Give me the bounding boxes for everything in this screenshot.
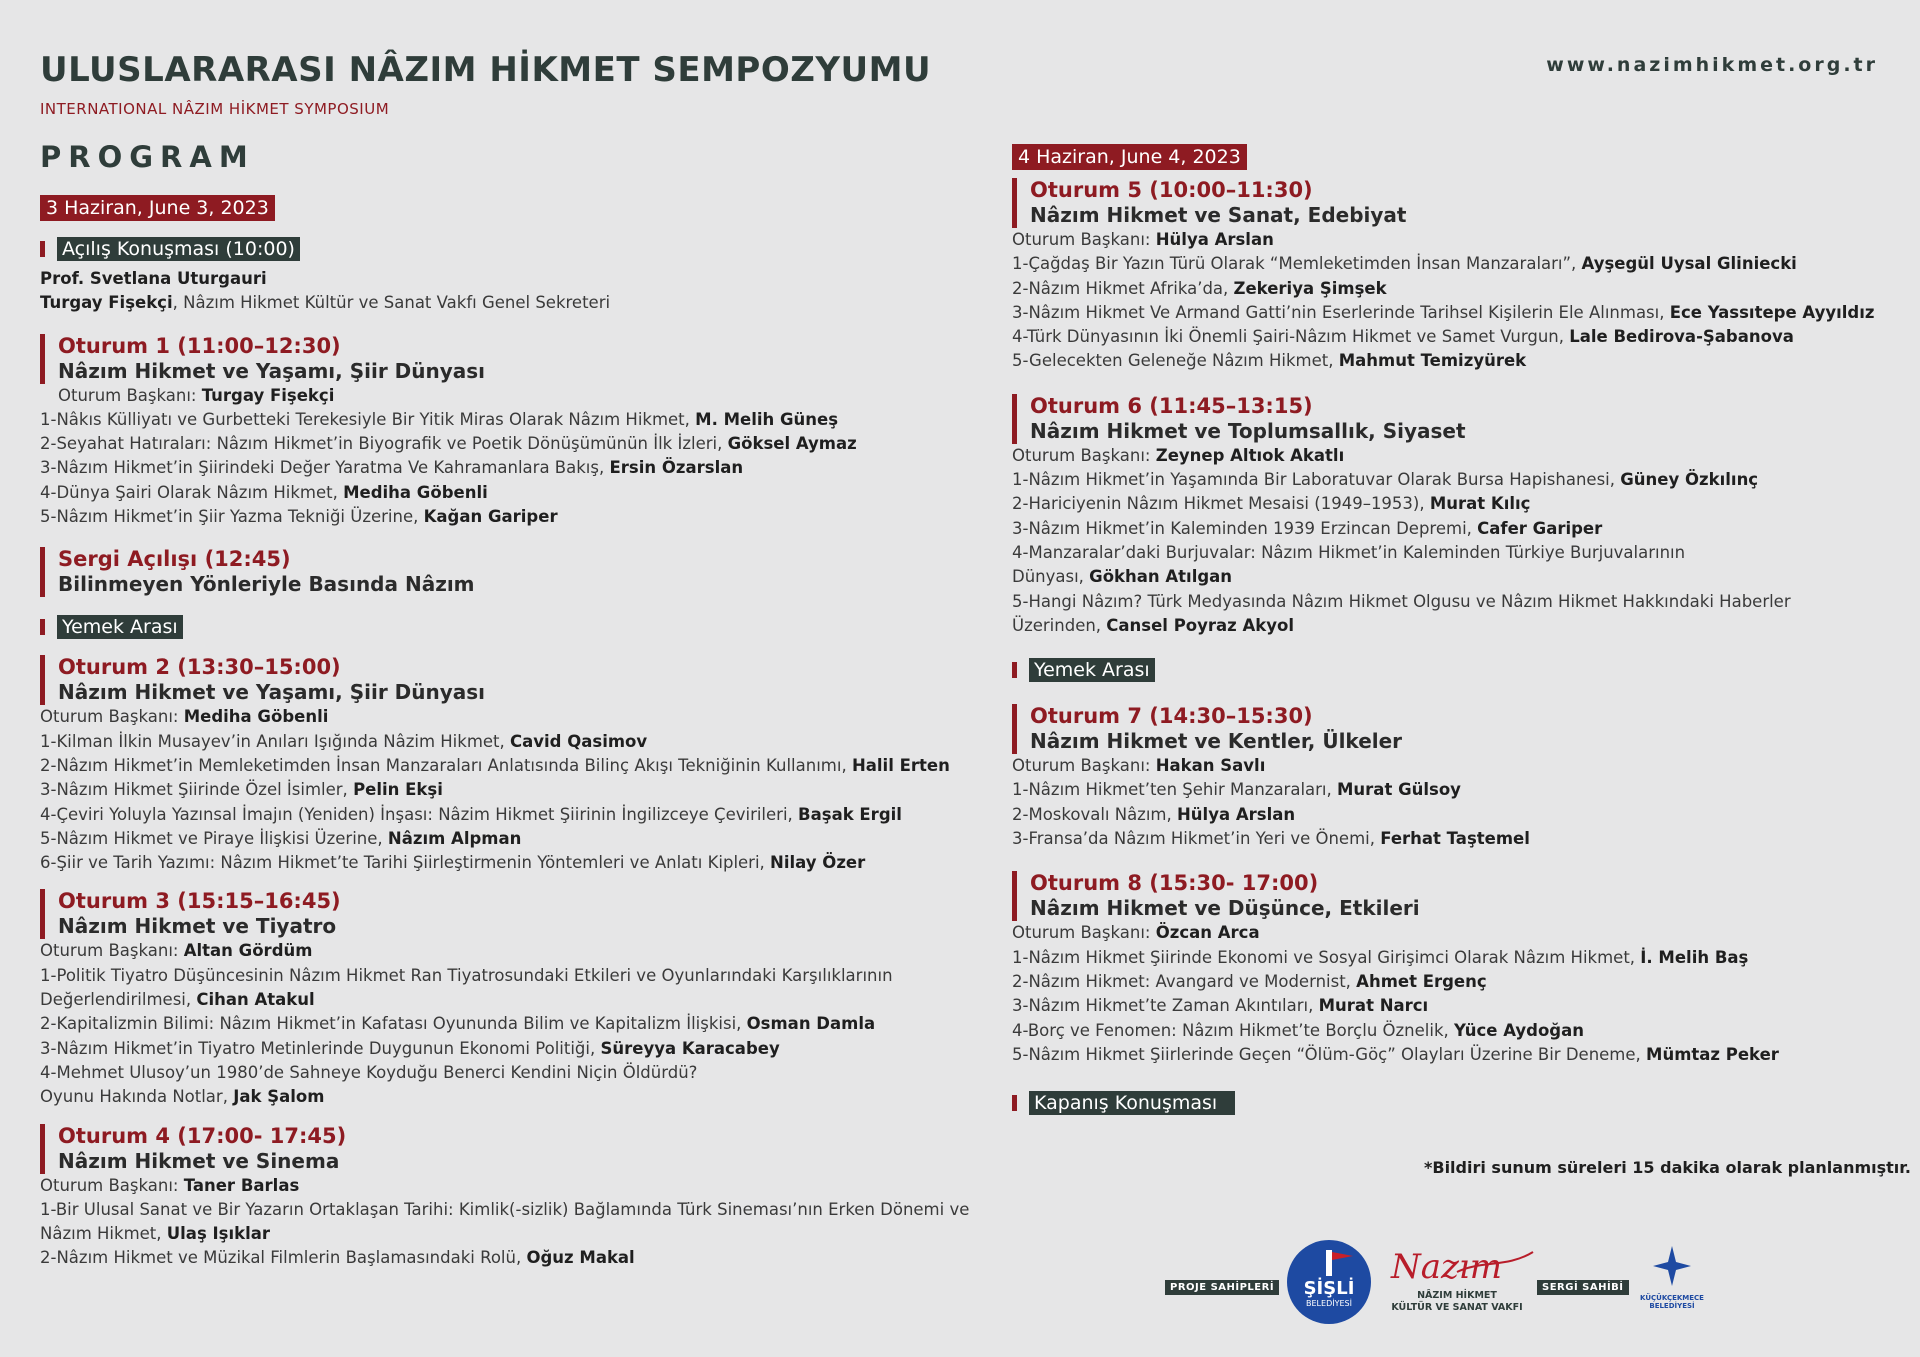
sisli-name: ŞİŞLİ: [1303, 1278, 1355, 1299]
project-owners-label: PROJE SAHİPLERİ: [1165, 1280, 1279, 1295]
paper-item: 2-Hariciyenin Nâzım Hikmet Mesaisi (1949–1953), Murat Kılıç: [1012, 494, 1531, 514]
session-4-header: [40, 1124, 960, 1174]
paper-item: 4-Mehmet Ulusoy’un 1980’de Sahneye Koyduğu Benerci Kendini Niçin Öldürdü?: [40, 1062, 698, 1082]
paper-item: 1-Kilman İlkin Musayev’in Anıları Işığında Nâzim Hikmet, Cavid Qasimov: [40, 731, 648, 751]
session-6-chair: Oturum Başkanı: Zeynep Altıok Akatlı: [1012, 445, 1345, 465]
session-2-chair: Oturum Başkanı: Mediha Göbenli: [40, 707, 329, 727]
paper-item: 5-Hangi Nâzım? Türk Medyasında Nâzım Hikmet Olgusu ve Nâzım Hikmet Hakkındaki Haberler: [1012, 591, 1791, 611]
session-2-subtitle: Nâzım Hikmet ve Yaşamı, Şiir Dünyası: [58, 680, 486, 705]
paper-item: 4-Dünya Şairi Olarak Nâzım Hikmet, Mediha Göbenli: [40, 482, 488, 502]
tower-icon: [1287, 1244, 1371, 1284]
paper-item: 3-Nâzım Hikmet Ve Armand Gatti’nin Eserlerinde Tarihsel Kişilerin Ele Alınması, Ece Yassıtepe Ayyıldız: [1012, 302, 1875, 322]
paper-item: 1-Bir Ulusal Sanat ve Bir Yazarın Ortaklaşan Tarihi: Kimlik(-sizlik) Bağlamında Türk Sineması’nın Erken Dönemi ve: [40, 1199, 970, 1219]
session-8-chair: Oturum Başkanı: Özcan Arca: [1012, 923, 1260, 943]
paper-item: 5-Gelecekten Geleneğe Nâzım Hikmet, Mahmut Temizyürek: [1012, 351, 1527, 371]
paper-item: 5-Nâzım Hikmet ve Piraye İlişkisi Üzerine, Nâzım Alpman: [40, 828, 522, 848]
duration-note: *Bildiri sunum süreleri 15 dakika olarak planlanmıştır.: [1424, 1158, 1911, 1177]
paper-item: 4-Türk Dünyasının İki Önemli Şairi-Nâzım Hikmet ve Samet Vurgun, Lale Bedirova-Şabanova: [1012, 327, 1794, 347]
exhibit-header: [40, 547, 960, 597]
sisli-sub: BELEDİYESİ: [1306, 1299, 1352, 1308]
program-heading: PROGRAM: [40, 140, 255, 174]
session-4-subtitle: Nâzım Hikmet ve Sinema: [58, 1148, 340, 1173]
day1-column: [40, 195, 970, 1271]
session-1-header: [40, 334, 960, 384]
paper-item: 2-Nâzım Hikmet ve Müzikal Filmlerin Başlamasındaki Rolü, Oğuz Makal: [40, 1248, 635, 1268]
signature-text: Nazım: [1391, 1247, 1503, 1287]
opening-label: Açılış Konuşması (10:00): [57, 237, 300, 261]
session-7-header: [1012, 704, 1892, 754]
session-3-subtitle: Nâzım Hikmet ve Tiyatro: [58, 914, 337, 939]
paper-item: 3-Nâzım Hikmet Şiirinde Özel İsimler, Pelin Ekşi: [40, 780, 443, 800]
paper-item: 1-Politik Tiyatro Düşüncesinin Nâzım Hikmet Ran Tiyatrosundaki Etkileri ve Oyunlarındaki Karşılıklarının: [40, 965, 893, 985]
session-4-body: [40, 1174, 970, 1271]
session-2-header: [40, 655, 960, 705]
signature-icon: [1387, 1242, 1537, 1290]
paper-item: 2-Kapitalizmin Bilimi: Nâzım Hikmet’in Kafatası Oyununda Bilim ve Kapitalizm İlişkisi, Osman Damla: [40, 1014, 876, 1034]
session-8-subtitle: Nâzım Hikmet ve Düşünce, Etkileri: [1030, 896, 1420, 921]
paper-item: 2-Moskovalı Nâzım, Hülya Arslan: [1012, 804, 1296, 824]
website-link[interactable]: www.nazimhikmet.org.tr: [1546, 54, 1878, 76]
session-6-header: [1012, 394, 1892, 444]
session-2-body: [40, 705, 960, 875]
closing-row: [1012, 1091, 1892, 1115]
session-5-title: Oturum 5 (10:00–11:30): [1030, 178, 1313, 202]
lunch-label: Yemek Arası: [1029, 658, 1155, 682]
marker-bar: [1012, 662, 1017, 678]
sisli-logo: [1287, 1240, 1371, 1324]
session-1-chair: Oturum Başkanı: Turgay Fişekçi: [58, 385, 335, 405]
marker-bar: [40, 241, 45, 257]
paper-item: 2-Nâzım Hikmet Afrika’da, Zekeriya Şimşek: [1012, 278, 1387, 298]
paper-item: 6-Şiir ve Tarih Yazımı: Nâzım Hikmet’te Tarihi Şiirleştirmenin Yöntemleri ve Anlatı Kipleri, Nilay Özer: [40, 853, 866, 873]
session-7-body: [1012, 754, 1892, 851]
session-8-header: [1012, 871, 1892, 921]
paper-item: 3-Nâzım Hikmet’te Zaman Akıntıları, Murat Narcı: [1012, 996, 1429, 1016]
session-3-body: [40, 939, 960, 1109]
paper-item: 1-Nâzım Hikmet’in Yaşamında Bir Laboratuvar Olarak Bursa Hapishanesi, Güney Özkılınç: [1012, 470, 1759, 490]
page-subtitle: INTERNATIONAL NÂZIM HİKMET SYMPOSIUM: [40, 100, 390, 118]
kucukcekmece-logo: [1637, 1240, 1707, 1310]
session-1-subtitle: Nâzım Hikmet ve Yaşamı, Şiir Dünyası: [58, 358, 486, 383]
session-3-title: Oturum 3 (15:15–16:45): [58, 889, 341, 914]
paper-item: 4-Borç ve Fenomen: Nâzım Hikmet’te Borçlu Öznelik, Yüce Aydoğan: [1012, 1020, 1584, 1040]
paper-item: 2-Seyahat Hatıraları: Nâzım Hikmet’in Biyografik ve Poetik Dönüşümünün İlk İzleri, Göksel Aymaz: [40, 434, 857, 454]
paper-item: 1-Nâzım Hikmet’ten Şehir Manzaraları, Murat Gülsoy: [1012, 780, 1461, 800]
paper-item: 4-Çeviri Yoluyla Yazınsal İmajın (Yeniden) İnşası: Nâzim Hikmet Şiirinin İngilizceye Çevirileri, Başak Ergil: [40, 804, 902, 824]
paper-item: 2-Nâzım Hikmet: Avangard ve Modernist, Ahmet Ergenç: [1012, 971, 1487, 991]
paper-item: 1-Nâkıs Külliyatı ve Gurbetteki Terekesiyle Bir Yitik Miras Olarak Nâzım Hikmet, M. Melih Güneş: [40, 409, 839, 429]
opening-speaker-1: Prof. Svetlana Uturgauri: [40, 269, 267, 288]
session-1-body: [40, 384, 960, 530]
session-4-chair: Oturum Başkanı: Taner Barlas: [40, 1175, 300, 1195]
session-4-title: Oturum 4 (17:00- 17:45): [58, 1123, 347, 1148]
paper-item: 5-Nâzım Hikmet’in Şiir Yazma Tekniği Üzerine, Kağan Gariper: [40, 507, 558, 527]
lunch-row: [1012, 658, 1892, 682]
closing-label: Kapanış Konuşması: [1029, 1091, 1235, 1115]
session-2-title: Oturum 2 (13:30–15:00): [58, 655, 341, 680]
opening-speaker-2: Turgay Fişekçi, Nâzım Hikmet Kültür ve Sanat Vakfı Genel Sekreteri: [40, 293, 611, 313]
star-icon: [1647, 1240, 1697, 1290]
session-5-body: [1012, 228, 1892, 374]
kucukcekmece-line1: KÜÇÜKÇEKMECE: [1640, 1294, 1704, 1302]
sponsor-strip: [1165, 1240, 1705, 1330]
paper-item: 3-Fransa’da Nâzım Hikmet’in Yeri ve Önemi, Ferhat Taştemel: [1012, 829, 1530, 849]
kucukcekmece-line2: BELEDİYESİ: [1649, 1302, 1695, 1310]
session-8-title: Oturum 8 (15:30- 17:00): [1030, 871, 1319, 896]
exhibit-owner-label: SERGİ SAHİBİ: [1537, 1280, 1629, 1295]
page-title: ULUSLARARASI NÂZIM HİKMET SEMPOZYUMU: [40, 50, 932, 90]
paper-item-cont: Üzerinden, Cansel Poyraz Akyol: [1012, 615, 1294, 635]
paper-item: 3-Nâzım Hikmet’in Şiirindeki Değer Yaratma Ve Kahramanlara Bakış, Ersin Özarslan: [40, 458, 744, 478]
paper-item: 1-Nâzım Hikmet Şiirinde Ekonomi ve Sosyal Girişimci Olarak Nâzım Hikmet, İ. Melih Baş: [1012, 947, 1749, 967]
marker-bar: [1012, 1095, 1017, 1111]
paper-item-cont: Oyunu Hakında Notlar, Jak Şalom: [40, 1087, 325, 1107]
session-3-chair: Oturum Başkanı: Altan Gördüm: [40, 941, 313, 961]
paper-item: 2-Nâzım Hikmet’in Memleketimden İnsan Manzaraları Anlatısında Bilinç Akışı Tekniğinin Kullanımı, Halil Erten: [40, 755, 950, 775]
session-6-title: Oturum 6 (11:45–13:15): [1030, 393, 1313, 418]
session-5-header: [1012, 178, 1892, 228]
session-5-chair: Oturum Başkanı: Hülya Arslan: [1012, 230, 1274, 249]
paper-item-cont: Değerlendirilmesi, Cihan Atakul: [40, 990, 315, 1010]
session-8-body: [1012, 921, 1892, 1067]
session-6-subtitle: Nâzım Hikmet ve Toplumsallık, Siyaset: [1030, 418, 1466, 443]
session-6-body: [1012, 444, 1892, 638]
opening-row: [40, 237, 960, 261]
session-1-title: Oturum 1 (11:00–12:30): [58, 333, 341, 358]
lunch-row: [40, 615, 960, 639]
paper-item-cont: Dünyası, Gökhan Atılgan: [1012, 567, 1233, 587]
paper-item: 3-Nâzım Hikmet’in Kaleminden 1939 Erzincan Depremi, Cafer Gariper: [1012, 518, 1603, 538]
session-7-title: Oturum 7 (14:30–15:30): [1030, 704, 1313, 729]
day2-date: 4 Haziran, June 4, 2023: [1012, 144, 1247, 170]
exhibit-title: Sergi Açılışı (12:45): [58, 547, 291, 572]
marker-bar: [40, 619, 45, 635]
paper-item: 3-Nâzım Hikmet’in Tiyatro Metinlerinde Duygunun Ekonomi Politiği, Süreyya Karacabey: [40, 1038, 780, 1058]
day1-date: 3 Haziran, June 3, 2023: [40, 195, 275, 221]
exhibit-subtitle: Bilinmeyen Yönleriyle Basında Nâzım: [58, 572, 475, 597]
paper-item: 5-Nâzım Hikmet Şiirlerinde Geçen “Ölüm-Göç” Olayları Üzerine Bir Deneme, Mümtaz Peker: [1012, 1044, 1779, 1064]
session-5-subtitle: Nâzım Hikmet ve Sanat, Edebiyat: [1030, 203, 1407, 227]
paper-item: 4-Manzaralar’daki Burjuvalar: Nâzım Hikmet’in Kaleminden Türkiye Burjuvalarının: [1012, 542, 1686, 562]
session-3-header: [40, 889, 960, 939]
lunch-label: Yemek Arası: [57, 615, 183, 639]
paper-item: 1-Çağdaş Bir Yazın Türü Olarak “Memleketimden İnsan Manzaraları”, Ayşegül Uysal Gliniecki: [1012, 254, 1797, 274]
session-7-subtitle: Nâzım Hikmet ve Kentler, Ülkeler: [1030, 729, 1403, 754]
vakif-name: NÂZIM HİKMET KÜLTÜR VE SANAT VAKFI: [1391, 1290, 1523, 1313]
day2-column: [1012, 144, 1892, 1121]
session-7-chair: Oturum Başkanı: Hakan Savlı: [1012, 756, 1266, 776]
paper-item-cont: Nâzım Hikmet, Ulaş Işıklar: [40, 1224, 271, 1244]
